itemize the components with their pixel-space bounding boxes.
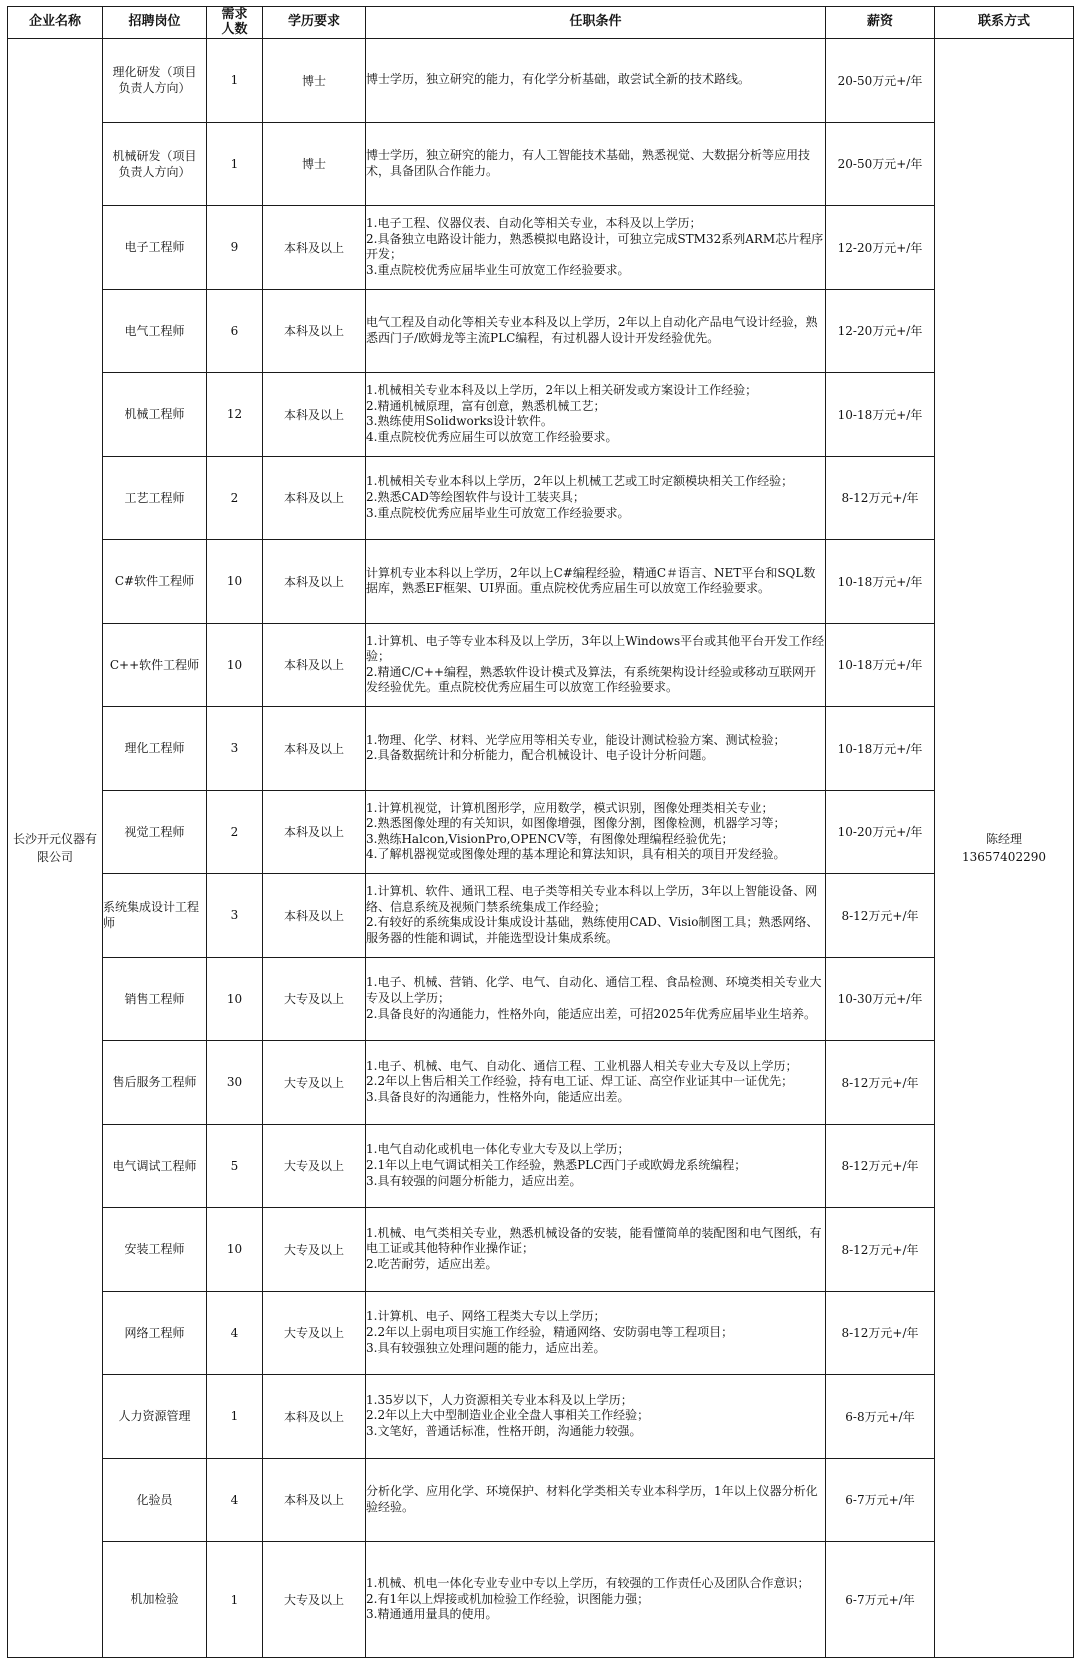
requirement-line: 1.电子、机械、营销、化学、电气、自动化、通信工程、食品检测、环境类相关专业大专及以上学历； (366, 975, 822, 1005)
count-cell: 4 (207, 1458, 263, 1542)
requirement-line: 3.具有较强的问题分析能力，适应出差。 (366, 1173, 582, 1188)
requirement-line: 1.电子工程、仪器仪表、自动化等相关专业，本科及以上学历； (366, 216, 702, 231)
position-cell: 电气工程师 (103, 289, 207, 373)
table-row (8, 1458, 1074, 1542)
requirement-line: 2.2年以上售后相关工作经验，持有电工证、焊工证、高空作业证其中一证优先； (366, 1074, 794, 1089)
requirements-cell (366, 1124, 826, 1208)
count-cell: 12 (207, 373, 263, 457)
education-cell: 本科及以上 (263, 206, 366, 290)
requirements-cell (366, 1542, 826, 1658)
company-name-cell: 长沙开元仪器有 限公司 (8, 39, 103, 1658)
salary-cell: 10-18万元+/年 (826, 707, 935, 791)
education-cell: 本科及以上 (263, 289, 366, 373)
requirement-line: 2.具备数据统计和分析能力，配合机械设计、电子设计分析问题。 (366, 748, 714, 763)
education-cell: 博士 (263, 39, 366, 123)
position-cell: 安装工程师 (103, 1208, 207, 1292)
table-row (8, 1041, 1074, 1125)
requirements-cell (366, 289, 826, 373)
count-cell: 5 (207, 1124, 263, 1208)
requirement-line: 4.了解机器视觉或图像处理的基本理论和算法知识，具有相关的项目开发经验。 (366, 847, 786, 862)
requirement-line: 2.熟悉图像处理的有关知识，如图像增强，图像分割，图像检测，机器学习等； (366, 816, 786, 831)
requirement-line: 2.有较好的系统集成设计集成设计基础，熟练使用CAD、Visio制图工具；熟悉网络、服务器的性能和调试，并能选型设计集成系统。 (366, 915, 819, 945)
table-row (8, 373, 1074, 457)
education-cell: 本科及以上 (263, 540, 366, 624)
header-contact: 联系方式 (935, 7, 1074, 39)
table-row (8, 289, 1074, 373)
table-row (8, 1542, 1074, 1658)
requirements-cell (366, 790, 826, 874)
education-cell: 大专及以上 (263, 1041, 366, 1125)
table-row (8, 1375, 1074, 1459)
salary-cell: 10-18万元+/年 (826, 623, 935, 707)
requirement-line: 3.熟练Halcon,VisionPro,OPENCV等，有图像处理编程经验优先； (366, 831, 734, 846)
recruitment-table (7, 6, 1074, 1658)
salary-cell: 10-30万元+/年 (826, 957, 935, 1041)
education-cell: 本科及以上 (263, 707, 366, 791)
requirement-line: 1.计算机、软件、通讯工程、电子类等相关专业本科以上学历，3年以上智能设备、网络、信息系统及视频门禁系统集成工作经验； (366, 884, 818, 914)
salary-cell: 8-12万元+/年 (826, 1208, 935, 1292)
requirement-line: 2.有1年以上焊接或机加检验工作经验，识图能力强； (366, 1591, 650, 1606)
requirement-line: 1.机械、电气类相关专业，熟悉机械设备的安装，能看懂简单的装配图和电气图纸，有电工证或其他特种作业操作证； (366, 1225, 822, 1256)
position-cell: 化验员 (103, 1458, 207, 1542)
salary-cell: 10-20万元+/年 (826, 790, 935, 874)
count-cell: 10 (207, 957, 263, 1041)
table-row (8, 1124, 1074, 1208)
requirements-cell (366, 206, 826, 290)
salary-cell: 10-18万元+/年 (826, 373, 935, 457)
requirement-line: 2.精通机械原理，富有创意，熟悉机械工艺； (366, 398, 606, 413)
education-cell: 本科及以上 (263, 456, 366, 540)
requirements-cell (366, 707, 826, 791)
requirement-line: 3.具有较强独立处理问题的能力，适应出差。 (366, 1340, 606, 1355)
count-cell: 30 (207, 1041, 263, 1125)
requirement-line: 2.具备独立电路设计能力，熟悉模拟电路设计，可独立完成STM32系列ARM芯片程序开发； (366, 231, 824, 262)
salary-cell: 8-12万元+/年 (826, 1291, 935, 1375)
position-cell: 网络工程师 (103, 1291, 207, 1375)
requirements-cell (366, 1458, 826, 1542)
position-cell: C++软件工程师 (103, 623, 207, 707)
salary-cell: 6-7万元+/年 (826, 1542, 935, 1658)
position-cell: 机械工程师 (103, 373, 207, 457)
salary-cell: 8-12万元+/年 (826, 456, 935, 540)
requirement-line: 2.具备良好的沟通能力，性格外向，能适应出差，可招2025年优秀应届毕业生培养。 (366, 1006, 816, 1021)
header-education: 学历要求 (263, 7, 366, 39)
requirement-line: 博士学历，独立研究的能力，有化学分析基础，敢尝试全新的技术路线。 (366, 72, 751, 87)
requirement-line: 1.机械、机电一体化专业专业中专以上学历，有较强的工作责任心及团队合作意识； (366, 1576, 810, 1591)
salary-cell: 10-18万元+/年 (826, 540, 935, 624)
requirements-cell (366, 1291, 826, 1375)
position-cell: 工艺工程师 (103, 456, 207, 540)
header-row (8, 7, 1074, 39)
requirements-cell (366, 1375, 826, 1459)
position-cell: 理化研发（项目 负责人方向） (103, 39, 207, 123)
requirement-line: 2.2年以上大中型制造业企业全盘人事相关工作经验； (366, 1408, 650, 1423)
requirement-line: 2.精通C/C++编程，熟悉软件设计模式及算法，有系统架构设计经验或移动互联网开发经验优先。重点院校优秀应届生可以放宽工作经验要求。 (366, 664, 816, 695)
position-cell: 机加检验 (103, 1542, 207, 1658)
requirements-cell (366, 456, 826, 540)
count-cell: 6 (207, 289, 263, 373)
requirements-cell (366, 623, 826, 707)
education-cell: 大专及以上 (263, 1291, 366, 1375)
requirement-line: 计算机专业本科以上学历，2年以上C#编程经验，精通C＃语言、NET平台和SQL数据库，熟悉EF框架、UI界面。重点院校优秀应届生可以放宽工作经验要求。 (366, 565, 816, 596)
requirement-line: 分析化学、应用化学、环境保护、材料化学类相关专业本科学历，1年以上仪器分析化验经验。 (366, 1484, 818, 1514)
count-cell: 1 (207, 39, 263, 123)
salary-cell: 6-8万元+/年 (826, 1375, 935, 1459)
header-requirements: 任职条件 (366, 7, 826, 39)
table-body (8, 39, 1074, 1658)
table-row (8, 623, 1074, 707)
requirement-line: 博士学历，独立研究的能力，有人工智能技术基础，熟悉视觉、大数据分析等应用技术，具备团队合作能力。 (366, 148, 811, 178)
count-cell: 10 (207, 623, 263, 707)
education-cell: 本科及以上 (263, 1375, 366, 1459)
count-cell: 3 (207, 874, 263, 958)
education-cell: 本科及以上 (263, 1458, 366, 1542)
position-cell: 机械研发（项目 负责人方向） (103, 122, 207, 206)
requirements-cell (366, 957, 826, 1041)
table-row (8, 456, 1074, 540)
education-cell: 大专及以上 (263, 1208, 366, 1292)
requirement-line: 2.吃苦耐劳，适应出差。 (366, 1257, 498, 1272)
requirement-line: 1.电气自动化或机电一体化专业大专及以上学历； (366, 1142, 630, 1157)
count-cell: 9 (207, 206, 263, 290)
position-cell: 人力资源管理 (103, 1375, 207, 1459)
requirements-cell (366, 39, 826, 123)
requirements-cell (366, 1208, 826, 1292)
requirements-cell (366, 373, 826, 457)
requirement-line: 1.电子、机械、电气、自动化、通信工程、工业机器人相关专业大专及以上学历； (366, 1058, 798, 1073)
position-cell: 理化工程师 (103, 707, 207, 791)
count-cell: 1 (207, 1375, 263, 1459)
count-cell: 1 (207, 1542, 263, 1658)
table-row (8, 790, 1074, 874)
requirements-cell (366, 540, 826, 624)
table-row (8, 1208, 1074, 1292)
position-cell: 销售工程师 (103, 957, 207, 1041)
requirements-cell (366, 1041, 826, 1125)
position-cell: 系统集成设计工程 师 (103, 874, 207, 958)
table-row (8, 707, 1074, 791)
table-row (8, 540, 1074, 624)
count-cell: 4 (207, 1291, 263, 1375)
requirement-line: 2.1年以上电气调试相关工作经验，熟悉PLC西门子或欧姆龙系统编程； (366, 1157, 747, 1172)
education-cell: 博士 (263, 122, 366, 206)
count-cell: 3 (207, 707, 263, 791)
education-cell: 本科及以上 (263, 623, 366, 707)
education-cell: 本科及以上 (263, 874, 366, 958)
salary-cell: 20-50万元+/年 (826, 39, 935, 123)
table-row (8, 122, 1074, 206)
requirement-line: 1.计算机视觉，计算机图形学，应用数学，模式识别，图像处理类相关专业； (366, 800, 774, 815)
salary-cell: 12-20万元+/年 (826, 206, 935, 290)
requirement-line: 2.熟悉CAD等绘图软件与设计工装夹具； (366, 489, 585, 504)
table-row (8, 206, 1074, 290)
salary-cell: 8-12万元+/年 (826, 874, 935, 958)
salary-cell: 8-12万元+/年 (826, 1124, 935, 1208)
header-position: 招聘岗位 (103, 7, 207, 39)
requirement-line: 3.具备良好的沟通能力，性格外向，能适应出差。 (366, 1090, 630, 1105)
requirement-line: 1.35岁以下，人力资源相关专业本科及以上学历； (366, 1392, 633, 1407)
requirement-line: 2.2年以上弱电项目实施工作经验，精通网络、安防弱电等工程项目； (366, 1324, 734, 1339)
table-row (8, 957, 1074, 1041)
requirement-line: 1.计算机、电子、网络工程类大专以上学历； (366, 1309, 606, 1324)
requirement-line: 1.机械相关专业本科及以上学历，2年以上相关研发或方案设计工作经验； (366, 383, 758, 398)
position-cell: C#软件工程师 (103, 540, 207, 624)
position-cell: 电子工程师 (103, 206, 207, 290)
requirement-line: 电气工程及自动化等相关专业本科及以上学历，2年以上自动化产品电气设计经验，熟悉西门子/欧姆龙等主流PLC编程，有过机器人设计开发经验优先。 (366, 315, 818, 345)
count-cell: 2 (207, 456, 263, 540)
requirement-line: 1.物理、化学、材料、光学应用等相关专业，能设计测试检验方案、测试检验； (366, 732, 786, 747)
requirement-line: 3.文笔好，普通话标准，性格开朗，沟通能力较强。 (366, 1424, 642, 1439)
count-cell: 1 (207, 122, 263, 206)
requirement-line: 3.熟练使用Solidworks设计软件。 (366, 414, 553, 429)
contact-cell: 陈经理 13657402290 (935, 39, 1074, 1658)
requirement-line: 3.重点院校优秀应届毕业生可放宽工作经验要求。 (366, 505, 630, 520)
header-salary: 薪资 (826, 7, 935, 39)
salary-cell: 6-7万元+/年 (826, 1458, 935, 1542)
education-cell: 本科及以上 (263, 790, 366, 874)
requirements-cell (366, 874, 826, 958)
education-cell: 大专及以上 (263, 957, 366, 1041)
table-row (8, 874, 1074, 958)
salary-cell: 12-20万元+/年 (826, 289, 935, 373)
position-cell: 售后服务工程师 (103, 1041, 207, 1125)
requirement-line: 3.重点院校优秀应届毕业生可放宽工作经验要求。 (366, 262, 630, 277)
table-row (8, 1291, 1074, 1375)
position-cell: 电气调试工程师 (103, 1124, 207, 1208)
position-cell: 视觉工程师 (103, 790, 207, 874)
count-cell: 2 (207, 790, 263, 874)
education-cell: 大专及以上 (263, 1124, 366, 1208)
salary-cell: 8-12万元+/年 (826, 1041, 935, 1125)
header-company: 企业名称 (8, 7, 103, 39)
requirement-line: 3.精通通用量具的使用。 (366, 1607, 498, 1622)
requirement-line: 1.机械相关专业本科以上学历，2年以上机械工艺或工时定额模块相关工作经验； (366, 474, 794, 489)
education-cell: 大专及以上 (263, 1542, 366, 1658)
requirement-line: 1.计算机、电子等专业本科及以上学历，3年以上Windows平台或其他平台开发工作经验； (366, 633, 825, 664)
requirements-cell (366, 122, 826, 206)
salary-cell: 20-50万元+/年 (826, 122, 935, 206)
header-count: 需求 人数 (207, 7, 263, 39)
requirement-line: 4.重点院校优秀应届生可以放宽工作经验要求。 (366, 429, 618, 444)
table-row (8, 39, 1074, 123)
count-cell: 10 (207, 540, 263, 624)
count-cell: 10 (207, 1208, 263, 1292)
education-cell: 本科及以上 (263, 373, 366, 457)
